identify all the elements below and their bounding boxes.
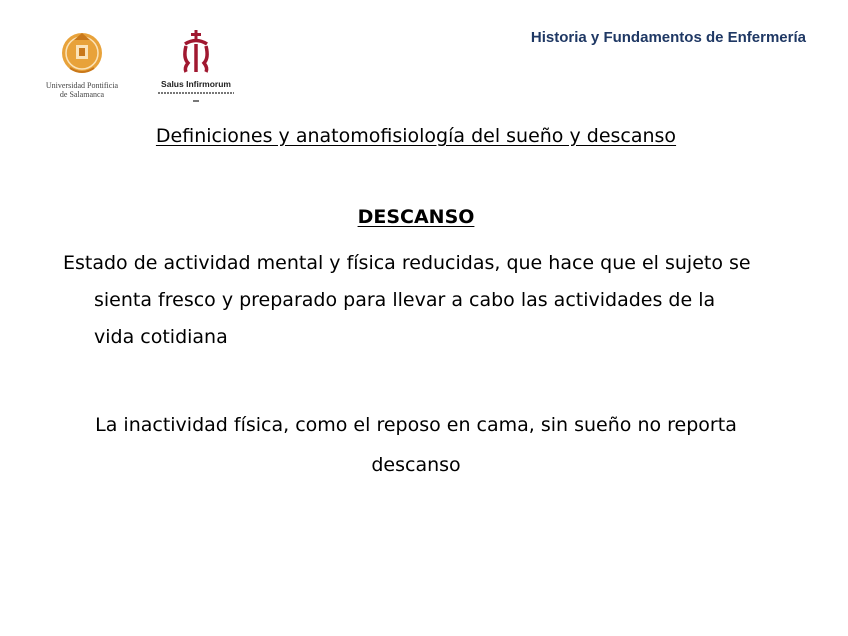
university-logo-text bbox=[40, 81, 124, 99]
salus-logo-text: Salus Infirmorum bbox=[161, 79, 231, 89]
salus-logo-mark bbox=[193, 100, 199, 102]
salus-logo bbox=[154, 30, 238, 106]
note-paragraph: La inactividad física, como el reposo en cama, sin sueño no reporta descanso bbox=[95, 414, 737, 476]
course-title: Historia y Fundamentos de Enfermería bbox=[530, 29, 806, 46]
salus-logo-rule bbox=[158, 92, 234, 94]
definition-paragraph: Estado de actividad mental y física reducidas, que hace que el sujeto se sienta fresco y preparado para llevar a cabo las actividades de la vida cotidiana bbox=[63, 252, 751, 348]
university-seal-icon bbox=[60, 28, 104, 78]
university-logo-line1: Universidad Pontificia bbox=[45, 81, 119, 90]
slide-subtitle: Definiciones y anatomofisiología del sueño y descanso bbox=[155, 125, 677, 147]
salus-cross-icon bbox=[180, 30, 212, 76]
university-logo bbox=[40, 28, 124, 104]
section-heading: DESCANSO bbox=[357, 206, 475, 228]
university-logo-line2: de Salamanca bbox=[59, 90, 105, 99]
